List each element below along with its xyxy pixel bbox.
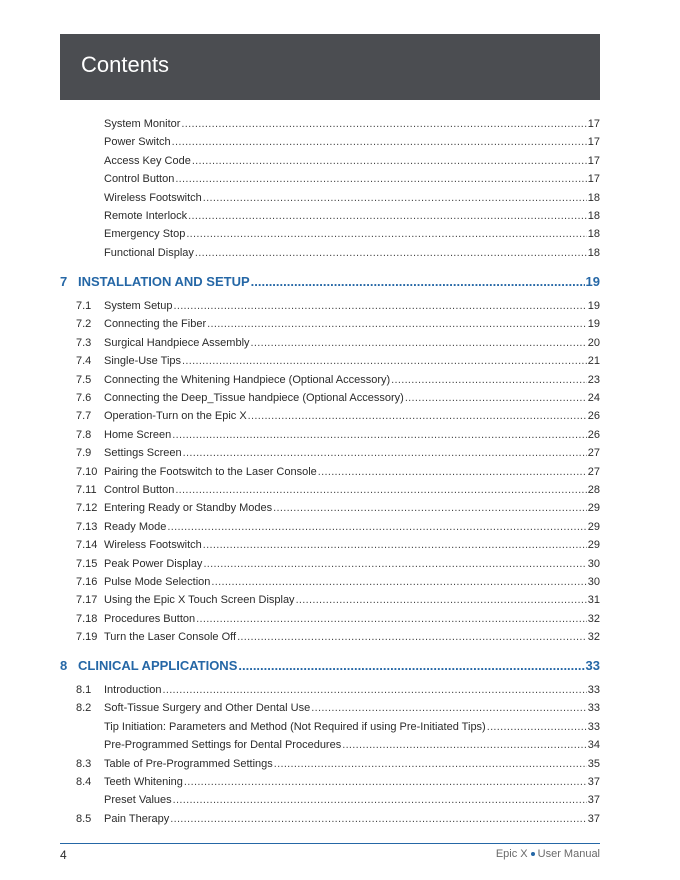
dot-leader xyxy=(251,335,587,351)
toc-entry-page: 29 xyxy=(587,520,600,533)
toc-entry[interactable] xyxy=(0,298,680,314)
dot-leader xyxy=(248,408,587,424)
toc-entry-label: Functional Display xyxy=(104,246,194,259)
toc-entry-label: Introduction xyxy=(104,684,162,696)
toc-entry-number: 7.13 xyxy=(76,520,98,533)
toc-entry-line xyxy=(104,208,600,224)
toc-entry-number: 8.2 xyxy=(76,702,92,715)
toc-entry-line xyxy=(104,556,600,572)
dot-leader xyxy=(311,700,587,716)
toc-entry[interactable] xyxy=(0,353,680,369)
toc-entry-number: 7.3 xyxy=(76,336,92,349)
toc-entry[interactable] xyxy=(0,335,680,351)
toc-entry-page: 33 xyxy=(587,720,600,733)
toc-entry-number: 7.7 xyxy=(76,410,92,423)
toc-entry-number: 7.18 xyxy=(76,612,98,625)
contents-header xyxy=(60,34,600,100)
toc-entry-line xyxy=(104,372,600,388)
toc-entry-page: 30 xyxy=(587,576,600,588)
toc-entry-number: 7.1 xyxy=(76,300,92,312)
toc-entry-line xyxy=(104,408,600,424)
toc-entry-number: 7.5 xyxy=(76,373,92,386)
dot-leader xyxy=(195,245,587,261)
chapter-line xyxy=(78,656,600,676)
toc-entry-number: 8.3 xyxy=(76,757,92,770)
toc-entry-page: 34 xyxy=(587,739,600,752)
dot-leader xyxy=(273,500,587,516)
toc-entry[interactable] xyxy=(0,774,680,790)
toc-entry-label: Single-Use Tips xyxy=(104,355,182,368)
toc-entry[interactable] xyxy=(0,811,680,827)
toc-entry[interactable] xyxy=(0,372,680,388)
toc-entry-label: Turn the Laser Console Off xyxy=(104,631,237,644)
toc-entry-label: Wireless Footswitch xyxy=(104,539,202,552)
toc-entry-page: 21 xyxy=(587,355,600,368)
toc-entry[interactable] xyxy=(0,245,680,261)
dot-leader xyxy=(170,811,587,827)
toc-entry-line xyxy=(104,519,600,535)
toc-entry[interactable] xyxy=(0,226,680,242)
dot-leader xyxy=(184,774,587,790)
dot-leader xyxy=(296,592,587,608)
toc-entry-page: 31 xyxy=(587,594,600,607)
footer-page-number: 4 xyxy=(60,848,67,862)
toc-entry-label: Teeth Whitening xyxy=(104,776,183,788)
toc-entry-line xyxy=(104,611,600,627)
toc-entry-line xyxy=(104,116,600,132)
dot-leader xyxy=(172,134,587,150)
toc-entry-page: 32 xyxy=(587,612,600,625)
toc-entry-page: 17 xyxy=(587,136,600,149)
dot-leader xyxy=(237,629,587,645)
toc-entry-label: Preset Values xyxy=(104,794,172,807)
dot-leader xyxy=(183,445,587,461)
dot-leader xyxy=(162,682,586,698)
dot-leader xyxy=(182,353,587,369)
dot-leader xyxy=(175,171,586,187)
toc-entry-line xyxy=(104,353,600,369)
toc-entry-number: 7.4 xyxy=(76,355,92,368)
toc-entry-label: Control Button xyxy=(104,484,175,496)
toc-entry-number: 7.11 xyxy=(76,484,97,496)
toc-entry-line xyxy=(104,390,600,406)
dot-leader xyxy=(487,719,587,735)
toc-entry[interactable] xyxy=(0,556,680,572)
toc-entry-page: 26 xyxy=(587,428,600,441)
toc-entry-label: Pairing the Footswitch to the Laser Console xyxy=(104,465,317,478)
toc-entry[interactable] xyxy=(0,756,680,772)
toc-entry-label: Home Screen xyxy=(104,428,172,441)
toc-entry-label: Wireless Footswitch xyxy=(104,191,202,204)
toc-entry-page: 17 xyxy=(587,118,600,130)
toc-entry-page: 18 xyxy=(587,210,600,222)
dot-leader xyxy=(274,756,587,772)
toc-entry-page: 37 xyxy=(587,776,600,788)
toc-entry-line xyxy=(104,335,600,351)
dot-leader xyxy=(186,226,586,242)
bullet-icon xyxy=(531,852,535,856)
footer-divider xyxy=(60,843,600,844)
chapter-title: CLINICAL APPLICATIONS xyxy=(78,658,238,673)
chapter-line xyxy=(78,272,600,292)
footer-product: Epic X xyxy=(495,848,528,860)
toc-entry-line xyxy=(104,427,600,443)
dot-leader xyxy=(238,656,584,676)
toc-entry-number: 7.19 xyxy=(76,631,98,644)
footer-title xyxy=(496,848,600,860)
toc-entry-page: 18 xyxy=(587,246,600,259)
toc-entry-page: 23 xyxy=(587,373,600,386)
dot-leader xyxy=(318,464,587,480)
toc-entry[interactable] xyxy=(0,153,680,169)
dot-leader xyxy=(175,482,586,498)
toc-entry-line xyxy=(104,629,600,645)
toc-entry[interactable] xyxy=(0,574,680,590)
toc-entry-label: System Monitor xyxy=(104,118,181,130)
toc-entry-page: 17 xyxy=(587,173,600,186)
toc-entry-label: Pain Therapy xyxy=(104,812,170,825)
toc-entry-line xyxy=(104,756,600,772)
toc-entry[interactable] xyxy=(0,519,680,535)
toc-entry-line xyxy=(104,316,600,332)
toc-entry-number: 7.17 xyxy=(76,594,98,607)
toc-entry[interactable] xyxy=(0,737,680,753)
toc-entry-label: Control Button xyxy=(104,173,175,186)
toc-entry[interactable] xyxy=(0,500,680,516)
dot-leader xyxy=(173,792,587,808)
toc-entry-page: 19 xyxy=(587,300,600,312)
toc-entry-line xyxy=(104,464,600,480)
page-title: Contents xyxy=(81,52,170,77)
toc-entry[interactable] xyxy=(0,116,680,132)
toc-entry-line xyxy=(104,700,600,716)
toc-entry-number: 7.10 xyxy=(76,465,98,478)
toc-entry[interactable] xyxy=(0,316,680,332)
toc-entry-label: Using the Epic X Touch Screen Display xyxy=(104,594,295,607)
toc-entry-line xyxy=(104,445,600,461)
toc-entry-line xyxy=(104,737,600,753)
toc-entry[interactable] xyxy=(0,445,680,461)
chapter-7-heading[interactable] xyxy=(0,272,680,292)
toc-entry-label: Tip Initiation: Parameters and Method (Not Required if using Pre-Initiated Tips) xyxy=(104,720,486,733)
dot-leader xyxy=(192,153,587,169)
toc-entry-number: 7.15 xyxy=(76,557,98,570)
toc-entry-label: System Setup xyxy=(104,300,173,312)
toc-entry[interactable] xyxy=(0,682,680,698)
toc-entry[interactable] xyxy=(0,134,680,150)
toc-entry-line xyxy=(104,574,600,590)
dot-leader xyxy=(203,190,587,206)
toc-entry-number: 8.1 xyxy=(76,684,92,696)
toc-entry-page: 29 xyxy=(587,539,600,552)
toc-entry[interactable] xyxy=(0,700,680,716)
dot-leader xyxy=(251,272,585,292)
toc-entry-label: Emergency Stop xyxy=(104,228,186,241)
dot-leader xyxy=(167,519,586,535)
dot-leader xyxy=(172,427,586,443)
toc-entry-page: 32 xyxy=(587,631,600,644)
dot-leader xyxy=(207,316,587,332)
toc-entry-page: 17 xyxy=(587,154,600,167)
toc-entry-page: 35 xyxy=(587,757,600,770)
toc-entry-number: 8.5 xyxy=(76,812,92,825)
toc-entry-line xyxy=(104,811,600,827)
toc-entry[interactable] xyxy=(0,611,680,627)
toc-entry-label: Ready Mode xyxy=(104,520,167,533)
dot-leader xyxy=(405,390,587,406)
toc-entry-line xyxy=(104,792,600,808)
toc-entry-number: 7.6 xyxy=(76,392,92,404)
toc-entry-line xyxy=(104,171,600,187)
toc-entry[interactable] xyxy=(0,190,680,206)
dot-leader xyxy=(342,737,587,753)
toc-entry-number: 7.9 xyxy=(76,447,92,460)
toc-entry-number: 7.14 xyxy=(76,539,98,552)
toc-entry-label: Peak Power Display xyxy=(104,557,203,570)
chapter-page: 33 xyxy=(585,658,600,673)
toc-entry[interactable] xyxy=(0,719,680,735)
dot-leader xyxy=(203,537,587,553)
toc-entry-line xyxy=(104,537,600,553)
dot-leader xyxy=(181,116,586,132)
toc-entry-line xyxy=(104,774,600,790)
toc-entry-line xyxy=(104,153,600,169)
dot-leader xyxy=(203,556,586,572)
toc-entry-line xyxy=(104,298,600,314)
toc-entry-line xyxy=(104,719,600,735)
toc-entry-page: 20 xyxy=(587,336,600,349)
chapter-number: 8 xyxy=(60,658,68,673)
toc-entry-label: Settings Screen xyxy=(104,447,182,460)
toc-entry-page: 37 xyxy=(587,794,600,807)
toc-entry-line xyxy=(104,134,600,150)
footer-doc: User Manual xyxy=(537,848,600,860)
toc-entry-page: 33 xyxy=(587,702,600,715)
toc-entry-page: 27 xyxy=(587,447,600,460)
toc-entry-page: 37 xyxy=(587,812,600,825)
toc-entry-page: 24 xyxy=(587,392,600,404)
dot-leader xyxy=(391,372,587,388)
toc-entry[interactable] xyxy=(0,592,680,608)
toc-entry-label: Entering Ready or Standby Modes xyxy=(104,502,273,515)
toc-entry-label: Connecting the Deep_Tissue handpiece (Optional Accessory) xyxy=(104,392,404,404)
dot-leader xyxy=(188,208,587,224)
toc-entry-line xyxy=(104,226,600,242)
toc-entry-number: 7.2 xyxy=(76,318,92,331)
toc-entry-label: Table of Pre-Programmed Settings xyxy=(104,757,273,770)
chapter-number: 7 xyxy=(60,274,68,289)
toc-entry-label: Procedures Button xyxy=(104,612,196,625)
toc-entry[interactable] xyxy=(0,464,680,480)
toc-entry-line xyxy=(104,190,600,206)
toc-entry[interactable] xyxy=(0,537,680,553)
toc-entry-line xyxy=(104,245,600,261)
toc-entry-label: Connecting the Whitening Handpiece (Optional Accessory) xyxy=(104,373,391,386)
toc-entry[interactable] xyxy=(0,390,680,406)
toc-entry-page: 26 xyxy=(587,410,600,423)
toc-entry-label: Operation-Turn on the Epic X xyxy=(104,410,247,423)
dot-leader xyxy=(196,611,587,627)
toc-entry-page: 29 xyxy=(587,502,600,515)
toc-entry[interactable] xyxy=(0,427,680,443)
toc-entry-page: 28 xyxy=(587,484,600,496)
toc-entry-number: 7.8 xyxy=(76,428,92,441)
chapter-title: INSTALLATION AND SETUP xyxy=(78,274,250,289)
dot-leader xyxy=(173,298,586,314)
toc-entry-line xyxy=(104,682,600,698)
toc-entry-page: 19 xyxy=(587,318,600,331)
toc-entry-label: Pre-Programmed Settings for Dental Procedures xyxy=(104,739,342,752)
toc-entry-page: 27 xyxy=(587,465,600,478)
toc-entry-page: 30 xyxy=(587,557,600,570)
toc-entry-label: Soft-Tissue Surgery and Other Dental Use xyxy=(104,702,311,715)
toc-entry-label: Access Key Code xyxy=(104,154,191,167)
toc-entry-label: Pulse Mode Selection xyxy=(104,576,211,588)
toc-entry-line xyxy=(104,482,600,498)
toc-entry[interactable] xyxy=(0,629,680,645)
toc-entry-label: Surgical Handpiece Assembly xyxy=(104,336,250,349)
toc-entry-line xyxy=(104,592,600,608)
chapter-8-heading[interactable] xyxy=(0,656,680,676)
toc-entry-number: 8.4 xyxy=(76,776,92,788)
toc-entry-number: 7.12 xyxy=(76,502,98,515)
toc-entry-line xyxy=(104,500,600,516)
toc-entry[interactable] xyxy=(0,482,680,498)
toc-entry-page: 18 xyxy=(587,191,600,204)
toc-entry-number: 7.16 xyxy=(76,576,98,588)
chapter-page: 19 xyxy=(585,274,600,289)
toc-entry[interactable] xyxy=(0,208,680,224)
toc-entry-label: Power Switch xyxy=(104,136,171,149)
dot-leader xyxy=(211,574,586,590)
toc-entry-page: 33 xyxy=(587,684,600,696)
toc-entry[interactable] xyxy=(0,171,680,187)
toc-entry-page: 18 xyxy=(587,228,600,241)
toc-entry[interactable] xyxy=(0,792,680,808)
toc-entry-label: Connecting the Fiber xyxy=(104,318,207,331)
toc-entry[interactable] xyxy=(0,408,680,424)
toc-entry-label: Remote Interlock xyxy=(104,210,188,222)
